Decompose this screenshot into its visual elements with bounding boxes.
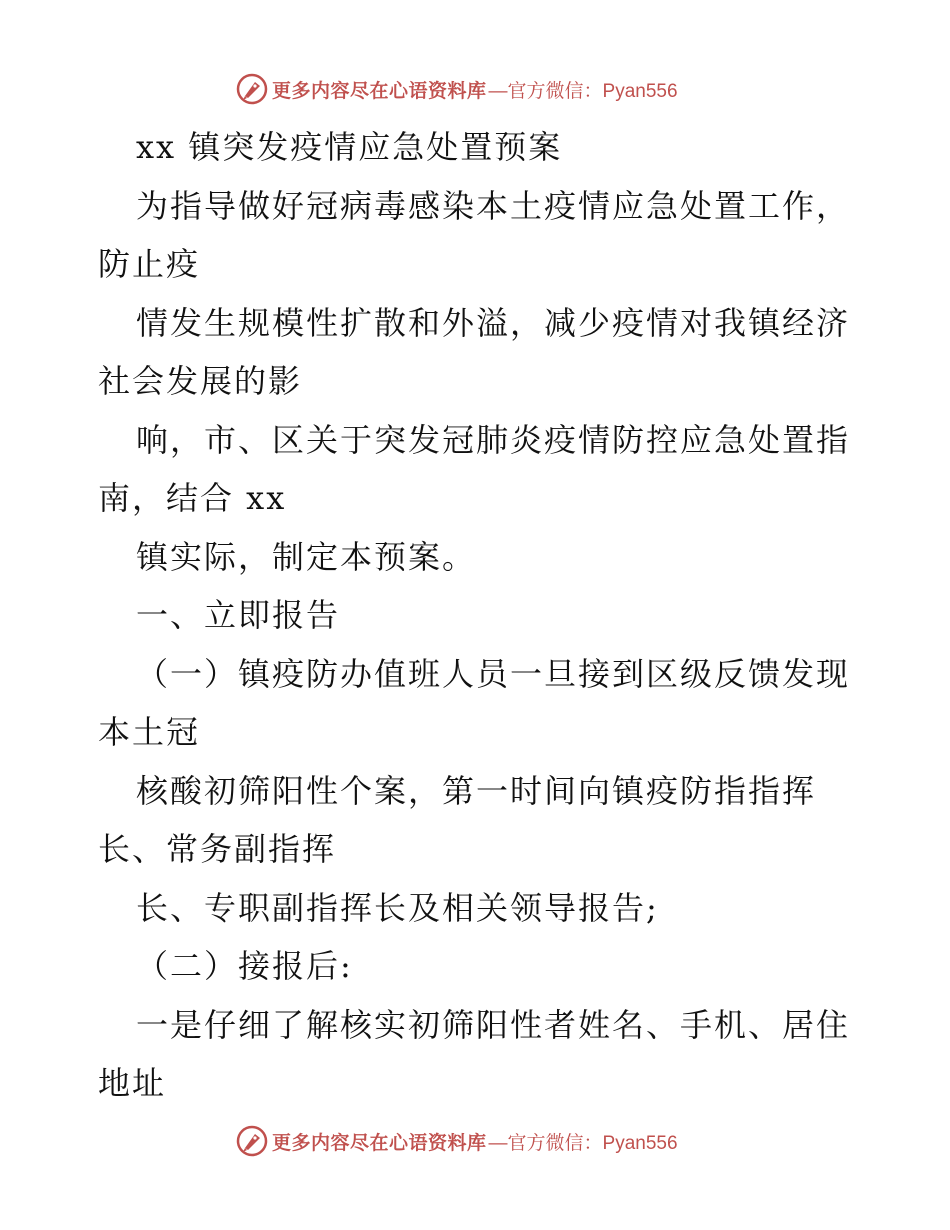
document-line: 防止疫 — [98, 245, 201, 283]
document-line: 南，结合 xx — [98, 479, 287, 517]
document-line: 一是仔细了解核实初筛阳性者姓名、手机、居住 — [136, 1006, 851, 1044]
document-line: 地址 — [98, 1064, 167, 1102]
header-banner — [236, 72, 678, 106]
banner-contact-text: —官方微信：Pyan556 — [488, 80, 678, 102]
document-line: （一）镇疫防办值班人员一旦接到区级反馈发现 — [136, 655, 851, 693]
document-line: 社会发展的影 — [98, 362, 303, 400]
pen-nib-logo-icon — [236, 73, 268, 105]
document-title: xx 镇突发疫情应急处置预案 — [136, 128, 563, 166]
document-line: 为指导做好冠病毒感染本土疫情应急处置工作， — [136, 187, 851, 225]
document-line: 情发生规模性扩散和外溢，减少疫情对我镇经济 — [136, 304, 851, 342]
section-heading: 一、立即报告 — [136, 596, 341, 634]
banner-promo-text: 更多内容尽在心语资料库 — [272, 1131, 487, 1154]
footer-banner — [236, 1124, 678, 1158]
banner-promo-text: 更多内容尽在心语资料库 — [272, 79, 487, 102]
document-line: 本土冠 — [98, 713, 201, 751]
banner-contact-text: —官方微信：Pyan556 — [488, 1132, 678, 1154]
document-line: 核酸初筛阳性个案，第一时间向镇疫防指指挥 — [136, 772, 817, 810]
document-line: 响，市、区关于突发冠肺炎疫情防控应急处置指 — [136, 421, 851, 459]
document-line: 镇实际，制定本预案。 — [136, 538, 477, 576]
pen-nib-logo-icon — [236, 1125, 268, 1157]
document-line: 长、专职副指挥长及相关领导报告; — [136, 889, 659, 927]
document-line: 长、常务副指挥 — [98, 830, 337, 868]
document-line: （二）接报后: — [136, 947, 353, 985]
